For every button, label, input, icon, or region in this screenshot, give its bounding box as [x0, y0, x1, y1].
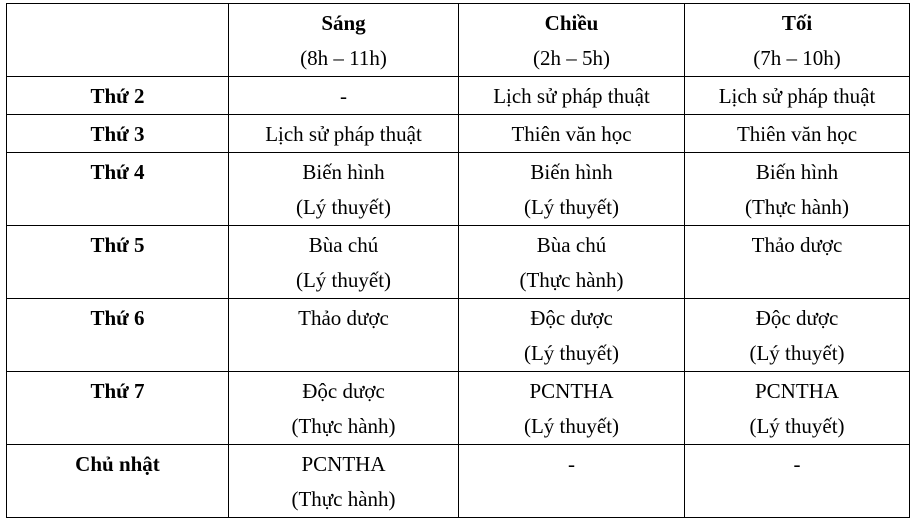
subject-name: Thiên văn học [511, 122, 632, 146]
table-row [7, 77, 910, 115]
subject-type: (Lý thuyết) [749, 414, 845, 438]
header-time: (8h – 11h) [300, 46, 387, 70]
header-corner-cell [7, 4, 229, 77]
schedule-cell [685, 445, 910, 518]
header-time: (7h – 10h) [753, 46, 841, 70]
subject-type: (Lý thuyết) [523, 414, 620, 438]
subject-type: (Lý thuyết) [523, 341, 620, 365]
day-cell [7, 77, 229, 115]
schedule-cell [229, 299, 459, 372]
schedule-cell [685, 115, 910, 153]
subject-name: Bùa chú [308, 233, 379, 257]
header-cell-afternoon [459, 4, 685, 77]
subject-name: Lịch sử pháp thuật [493, 84, 650, 108]
subject-type: (Lý thuyết) [295, 195, 392, 219]
subject-name: - [568, 452, 575, 476]
day-cell [7, 372, 229, 445]
subject-type: (Thực hành) [744, 195, 850, 219]
schedule-cell [459, 153, 685, 226]
day-cell [7, 445, 229, 518]
subject-name: - [340, 84, 347, 108]
schedule-cell [459, 372, 685, 445]
table-row [7, 153, 910, 226]
subject-name: Biến hình [530, 160, 613, 184]
subject-name: Lịch sử pháp thuật [265, 122, 422, 146]
subject-name: Biến hình [755, 160, 839, 184]
schedule-cell [459, 299, 685, 372]
header-title: Chiều [544, 11, 599, 35]
header-title: Tối [781, 11, 813, 35]
subject-name: Thảo dược [751, 233, 843, 257]
table-row [7, 115, 910, 153]
schedule-cell [459, 77, 685, 115]
schedule-cell [229, 445, 459, 518]
header-title: Sáng [321, 11, 366, 35]
header-cell-evening [685, 4, 910, 77]
subject-name: PCNTHA [301, 452, 386, 476]
schedule-cell [459, 445, 685, 518]
subject-name: Độc dược [302, 379, 385, 403]
day-cell [7, 299, 229, 372]
schedule-cell [229, 372, 459, 445]
schedule-cell [685, 226, 910, 299]
schedule-cell [229, 153, 459, 226]
day-label: Thứ 7 [90, 379, 145, 403]
day-cell [7, 115, 229, 153]
schedule-cell [229, 77, 459, 115]
subject-name: Bùa chú [536, 233, 607, 257]
table-row [7, 445, 910, 518]
day-label: Thứ 3 [90, 122, 145, 146]
subject-type: (Lý thuyết) [749, 341, 845, 365]
schedule-cell [685, 153, 910, 226]
day-label: Chủ nhật [75, 452, 160, 476]
header-row [7, 4, 910, 77]
day-label: Thứ 2 [90, 84, 145, 108]
schedule-cell [459, 115, 685, 153]
subject-type: (Thực hành) [519, 268, 624, 292]
schedule-cell [459, 226, 685, 299]
subject-name: Thảo dược [298, 306, 389, 330]
table-row [7, 299, 910, 372]
subject-name: - [793, 452, 801, 476]
subject-name: Độc dược [530, 306, 613, 330]
day-label: Thứ 4 [90, 160, 145, 184]
subject-name: Lịch sử pháp thuật [718, 84, 876, 108]
schedule-cell [229, 226, 459, 299]
subject-name: Thiên văn học [736, 122, 858, 146]
subject-type: (Lý thuyết) [295, 268, 392, 292]
subject-name: Độc dược [755, 306, 839, 330]
subject-type: (Thực hành) [291, 487, 396, 511]
day-label: Thứ 5 [90, 233, 145, 257]
header-time: (2h – 5h) [533, 46, 610, 70]
subject-type: (Lý thuyết) [523, 195, 620, 219]
table-row [7, 226, 910, 299]
subject-type: (Thực hành) [291, 414, 396, 438]
subject-name: Biến hình [302, 160, 385, 184]
table-row [7, 372, 910, 445]
schedule-table [6, 3, 910, 518]
subject-name: PCNTHA [529, 379, 614, 403]
subject-name: PCNTHA [754, 379, 839, 403]
schedule-cell [685, 299, 910, 372]
day-cell [7, 226, 229, 299]
header-cell-morning [229, 4, 459, 77]
schedule-cell [685, 77, 910, 115]
schedule-cell [685, 372, 910, 445]
day-label: Thứ 6 [90, 306, 145, 330]
day-cell [7, 153, 229, 226]
schedule-cell [229, 115, 459, 153]
